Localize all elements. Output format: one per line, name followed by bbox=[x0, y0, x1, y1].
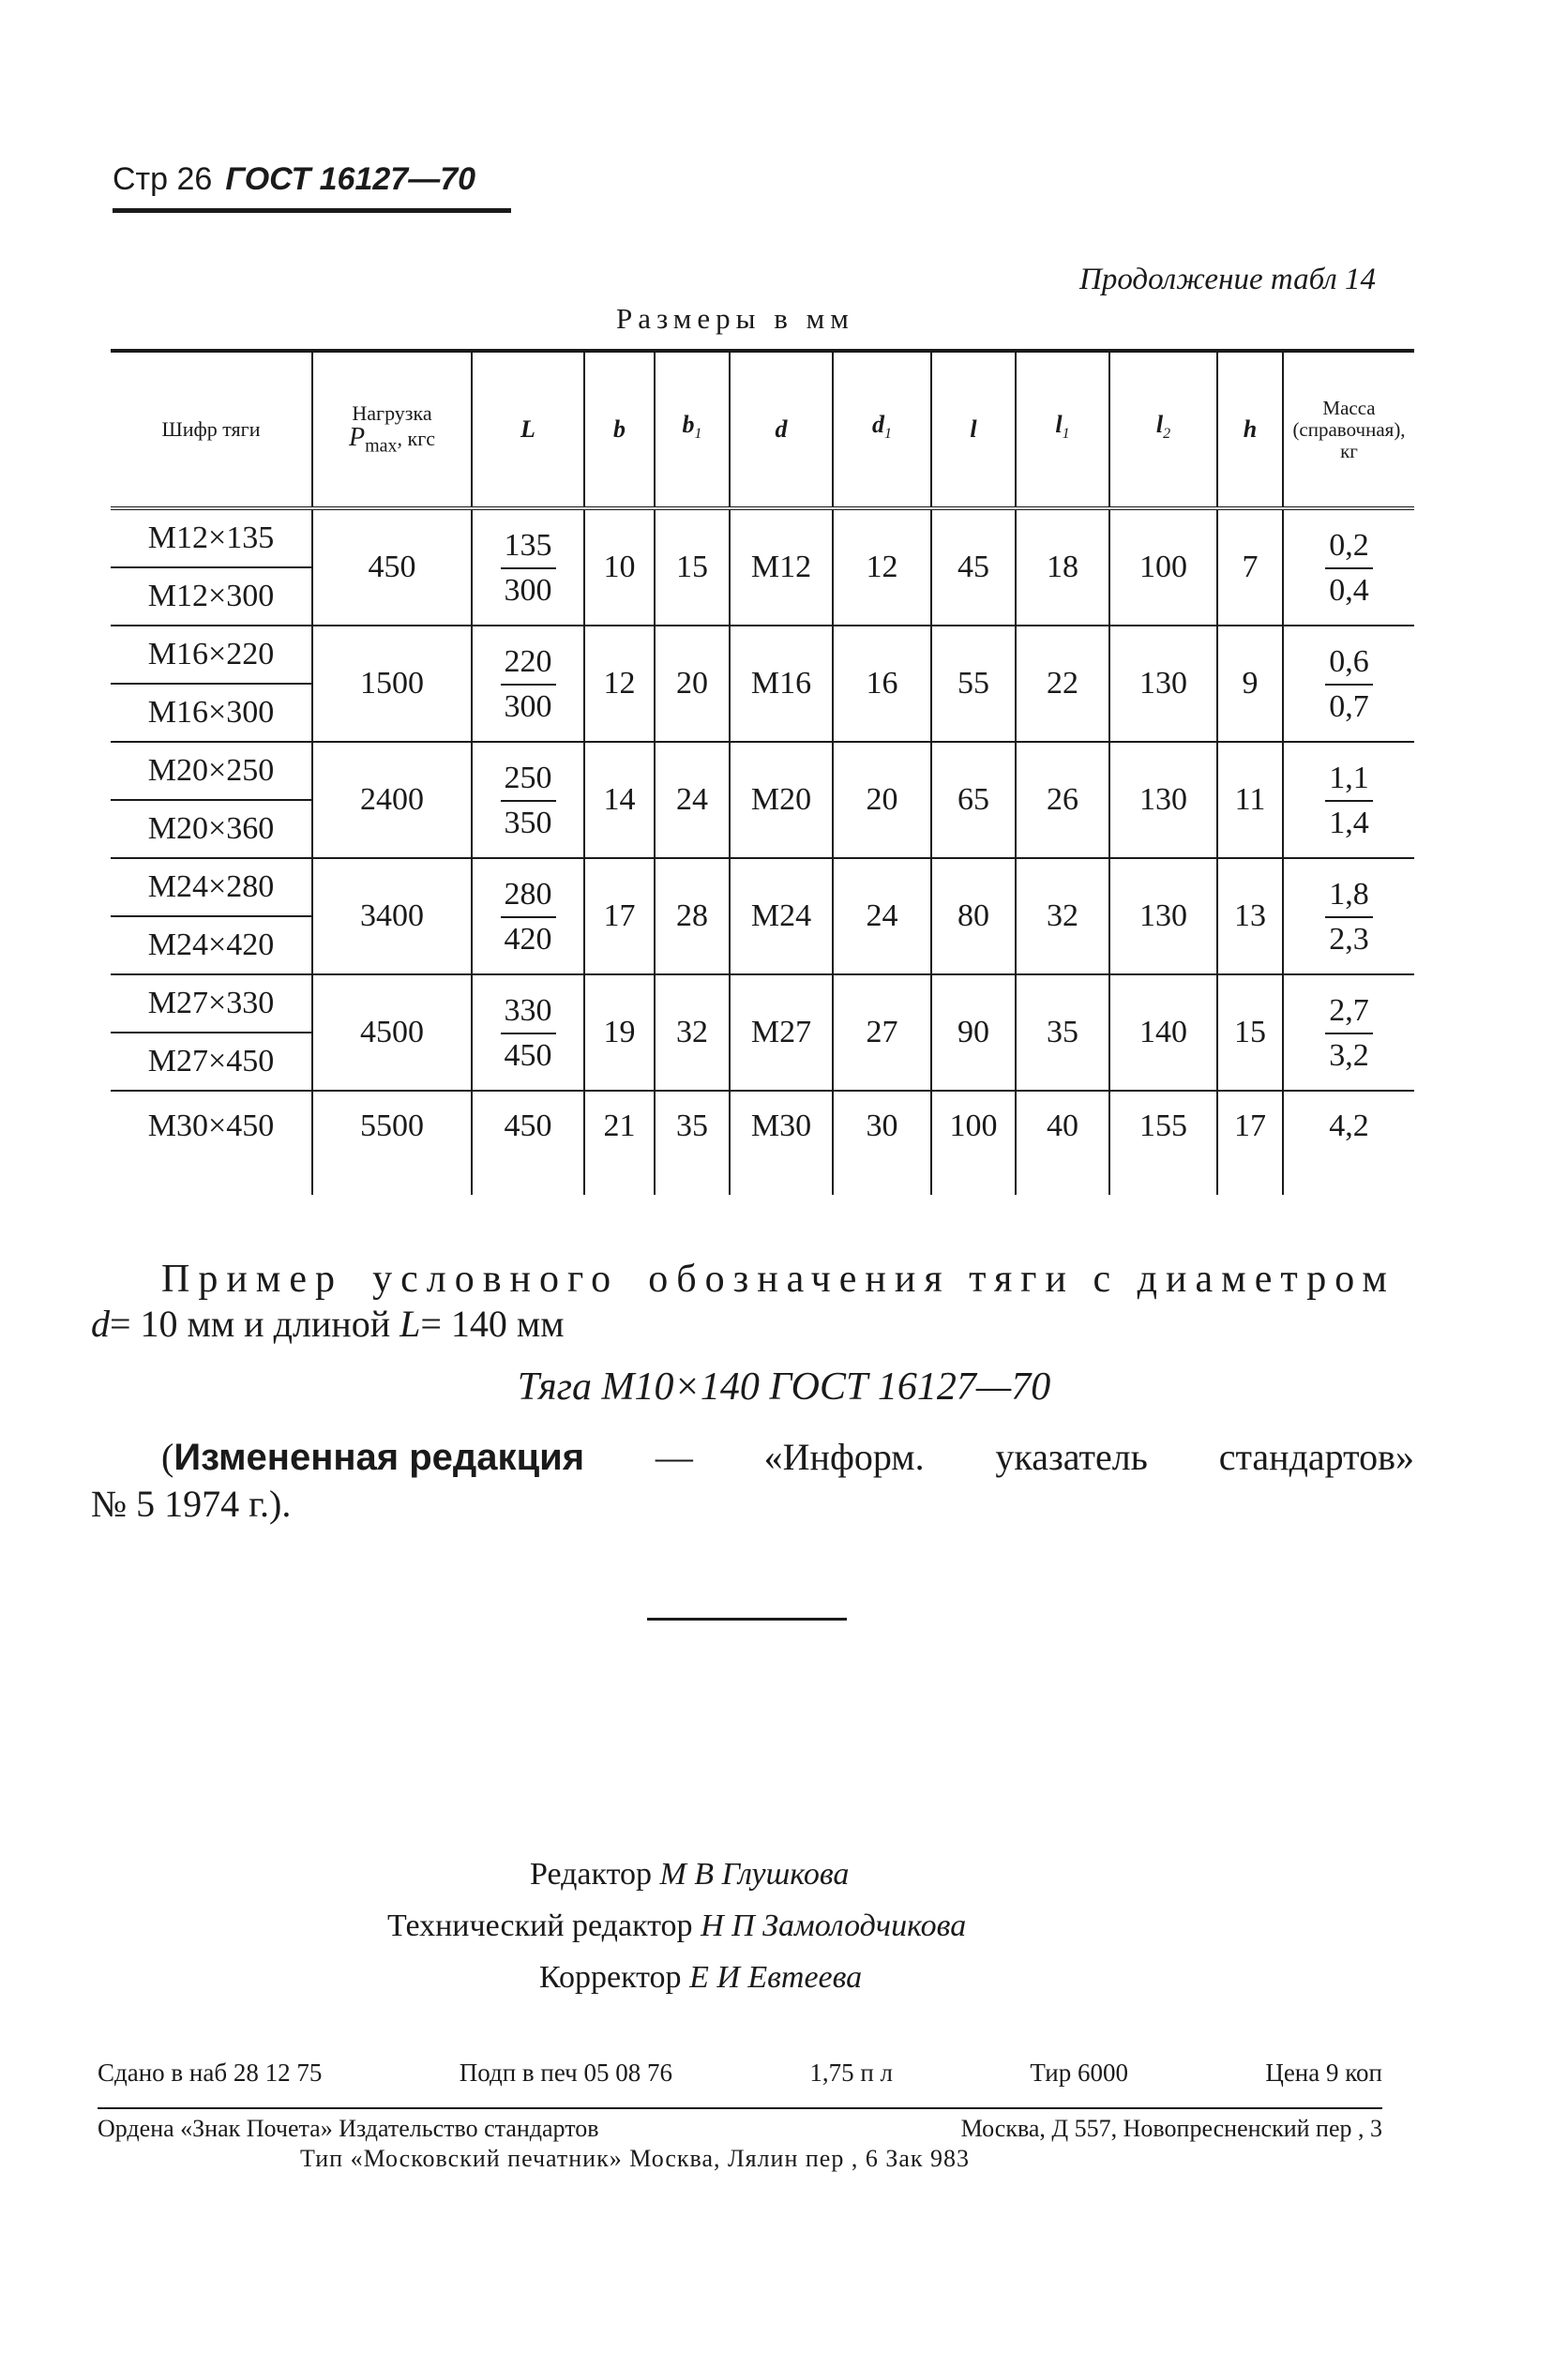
credit-editor: Редактор М В Глушкова bbox=[530, 1857, 850, 1892]
length-L: $\frac{250}{350}$ bbox=[472, 742, 584, 858]
spec-table bbox=[111, 349, 1414, 1195]
col-header-L: L bbox=[472, 351, 584, 508]
table-row bbox=[111, 858, 1414, 916]
table-units-label: Размеры в мм bbox=[616, 302, 854, 335]
value-h: 11 bbox=[1217, 742, 1283, 858]
load-value: 4500 bbox=[312, 974, 472, 1091]
value-l2: 100 bbox=[1109, 508, 1217, 626]
value-d1: 30 bbox=[833, 1091, 931, 1195]
rod-code: М24×420 bbox=[147, 928, 275, 962]
rod-code: М12×300 bbox=[147, 579, 275, 613]
value-l2: 130 bbox=[1109, 858, 1217, 974]
table-row bbox=[111, 508, 1414, 567]
col-header-b1: $b_1$ bbox=[655, 351, 730, 508]
rod-code: М20×250 bbox=[111, 742, 312, 800]
value-mass: $\frac{2,7}{3,2}$ bbox=[1283, 974, 1414, 1091]
value-h: 9 bbox=[1217, 626, 1283, 742]
length-L: 450 bbox=[472, 1091, 584, 1195]
standard-number: ГОСТ 16127—70 bbox=[225, 161, 476, 197]
value-d: М27 bbox=[730, 974, 833, 1091]
rod-code: М16×220 bbox=[111, 626, 312, 684]
col-header-load bbox=[312, 351, 472, 508]
col-header-d1: $d_1$ bbox=[833, 351, 931, 508]
table-header-row bbox=[111, 351, 1414, 508]
table-row bbox=[111, 1091, 1414, 1195]
value-l: 45 bbox=[931, 508, 1016, 626]
value-l2: 140 bbox=[1109, 974, 1217, 1091]
value-mass: $\frac{0,6}{0,7}$ bbox=[1283, 626, 1414, 742]
load-value: 450 bbox=[312, 508, 472, 626]
value-l: 55 bbox=[931, 626, 1016, 742]
length-L: $\frac{330}{450}$ bbox=[472, 974, 584, 1091]
col-header-h: h bbox=[1217, 351, 1283, 508]
section-divider bbox=[647, 1618, 847, 1621]
value-b1: 24 bbox=[655, 742, 730, 858]
amendment-note-line1: (Измененная редакция — «Информ. указатель стандартов» bbox=[161, 1436, 1414, 1478]
value-d: М12 bbox=[730, 508, 833, 626]
value-mass: $\frac{1,8}{2,3}$ bbox=[1283, 858, 1414, 974]
table-continuation-label: Продолжение табл 14 bbox=[1079, 263, 1376, 296]
table-row bbox=[111, 974, 1414, 1033]
load-value: 1500 bbox=[312, 626, 472, 742]
imprint-publisher: Ордена «Знак Почета» Издательство стандартов Москва, Д 557, Новопресненский пер , 3 bbox=[98, 2115, 1382, 2142]
table-row bbox=[111, 626, 1414, 684]
value-d1: 27 bbox=[833, 974, 931, 1091]
value-d1: 20 bbox=[833, 742, 931, 858]
example-designation: Тяга М10×140 ГОСТ 16127—70 bbox=[517, 1365, 1051, 1409]
value-d: М20 bbox=[730, 742, 833, 858]
value-b: 17 bbox=[584, 858, 655, 974]
imprint-print-data: Сдано в наб 28 12 75 Подп в печ 05 08 76 1,75 п л Тир 6000 Цена 9 коп bbox=[98, 2059, 1382, 2087]
rod-code: М12×135 bbox=[111, 508, 312, 567]
value-b1: 15 bbox=[655, 508, 730, 626]
value-l: 90 bbox=[931, 974, 1016, 1091]
col-header-l2: $l_2$ bbox=[1109, 351, 1217, 508]
value-mass: $\frac{0,2}{0,4}$ bbox=[1283, 508, 1414, 626]
page-header bbox=[113, 161, 475, 198]
value-b: 14 bbox=[584, 742, 655, 858]
load-symbol: $P_{max}$ bbox=[348, 422, 398, 457]
value-l2: 130 bbox=[1109, 626, 1217, 742]
value-l: 100 bbox=[931, 1091, 1016, 1195]
value-l: 80 bbox=[931, 858, 1016, 974]
value-h: 17 bbox=[1217, 1091, 1283, 1195]
value-l1: 32 bbox=[1016, 858, 1109, 974]
col-header-code: Шифр тяги bbox=[161, 417, 261, 441]
col-header-l: l bbox=[931, 351, 1016, 508]
load-unit: , кгс bbox=[397, 426, 436, 450]
value-b1: 20 bbox=[655, 626, 730, 742]
value-b: 10 bbox=[584, 508, 655, 626]
value-b1: 35 bbox=[655, 1091, 730, 1195]
col-header-l1: $l_1$ bbox=[1016, 351, 1109, 508]
value-b1: 32 bbox=[655, 974, 730, 1091]
header-rule bbox=[113, 208, 511, 213]
rod-code: М30×450 bbox=[147, 1109, 275, 1143]
amendment-note-line2: № 5 1974 г.). bbox=[91, 1483, 292, 1525]
value-l1: 18 bbox=[1016, 508, 1109, 626]
rod-code: М16×300 bbox=[147, 695, 275, 730]
load-value: 5500 bbox=[312, 1091, 472, 1195]
value-l1: 22 bbox=[1016, 626, 1109, 742]
rod-code: М27×330 bbox=[111, 974, 312, 1033]
value-l: 65 bbox=[931, 742, 1016, 858]
value-d: М24 bbox=[730, 858, 833, 974]
load-value: 3400 bbox=[312, 858, 472, 974]
table-row bbox=[111, 742, 1414, 800]
value-d1: 24 bbox=[833, 858, 931, 974]
imprint-rule bbox=[98, 2107, 1382, 2109]
value-l2: 155 bbox=[1109, 1091, 1217, 1195]
value-b: 21 bbox=[584, 1091, 655, 1195]
value-d: М16 bbox=[730, 626, 833, 742]
example-text-line2: d= 10 мм и длиной L= 140 мм bbox=[91, 1303, 565, 1345]
rod-code: М24×280 bbox=[111, 858, 312, 916]
load-value: 2400 bbox=[312, 742, 472, 858]
value-mass: 4,2 bbox=[1283, 1091, 1414, 1195]
credit-tech-editor: Технический редактор Н П Замолодчикова bbox=[387, 1908, 967, 1943]
credit-corrector: Корректор Е И Евтеева bbox=[539, 1960, 863, 1995]
value-l1: 35 bbox=[1016, 974, 1109, 1091]
length-L: $\frac{220}{300}$ bbox=[472, 626, 584, 742]
col-header-mass: Масса (справочная), кг bbox=[1283, 351, 1414, 508]
value-b: 12 bbox=[584, 626, 655, 742]
rod-code: М27×450 bbox=[147, 1044, 275, 1078]
value-h: 13 bbox=[1217, 858, 1283, 974]
value-l1: 26 bbox=[1016, 742, 1109, 858]
rod-code: М20×360 bbox=[147, 811, 275, 846]
length-L: $\frac{135}{300}$ bbox=[472, 508, 584, 626]
value-mass: $\frac{1,1}{1,4}$ bbox=[1283, 742, 1414, 858]
value-b: 19 bbox=[584, 974, 655, 1091]
value-d: М30 bbox=[730, 1091, 833, 1195]
value-h: 15 bbox=[1217, 974, 1283, 1091]
value-h: 7 bbox=[1217, 508, 1283, 626]
value-d1: 16 bbox=[833, 626, 931, 742]
page-number: Стр 26 bbox=[113, 161, 213, 197]
value-l1: 40 bbox=[1016, 1091, 1109, 1195]
example-text-line1: Пример условного обозначения тяги с диаметром bbox=[161, 1258, 1395, 1301]
load-label: Нагрузка bbox=[352, 400, 432, 425]
value-b1: 28 bbox=[655, 858, 730, 974]
imprint-printer: Тип «Московский печатник» Москва, Лялин пер , 6 Зак 983 bbox=[300, 2145, 971, 2172]
col-header-d: d bbox=[730, 351, 833, 508]
length-L: $\frac{280}{420}$ bbox=[472, 858, 584, 974]
col-header-b: b bbox=[584, 351, 655, 508]
value-d1: 12 bbox=[833, 508, 931, 626]
value-l2: 130 bbox=[1109, 742, 1217, 858]
